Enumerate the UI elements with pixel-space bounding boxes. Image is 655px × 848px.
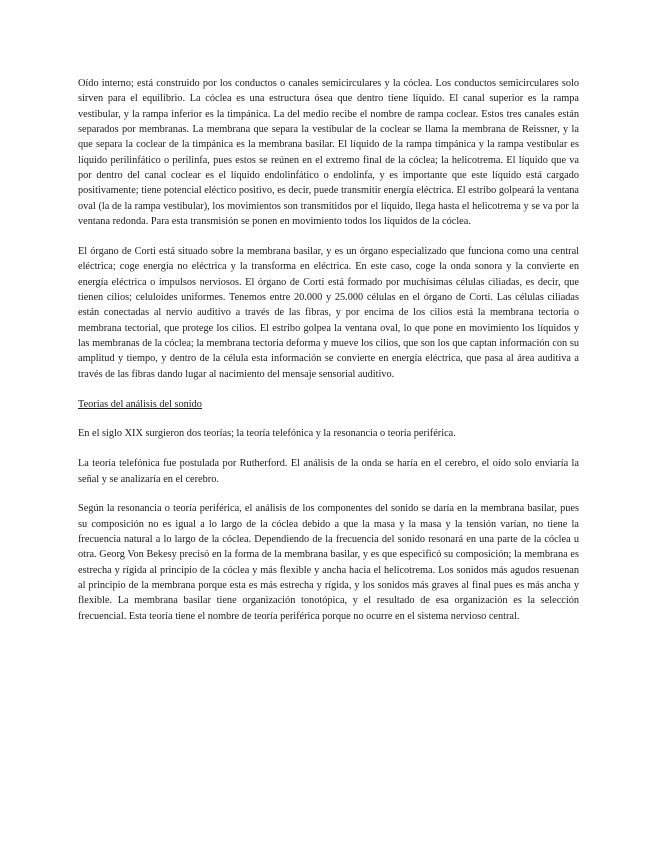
paragraph-teoria-periferica: Según la resonancia o teoría periférica, el análisis de los componentes del sonido se daría en la membrana basilar, pues su composición no es igual a lo largo de la cóclea debido a que la masa y la masa y la tensión varían, no tiene la frecuencia natural a lo largo de la cóclea. Dependiendo de la frecuencia del sonido resonará en una parte de la cóclea u otra. Georg Von Bekesy precisó en la forma de la membrana basilar, y es que especificó su composición; la membrana es estrecha y rígida al principio de la cóclea y más flexible y ancha hacia el helicotrema. Los sonidos más agudos resuenan al principio de la membrana porque esta es más estrecha y rígida, y los sonidos más graves al final pues es más ancha y flexible. La membrana basilar tiene organización tonotópica, y el resultado de esa organización es la selección frecuencial. Esta teoría tiene el nombre de teoría periférica porque no ocurre en el sistema nervioso central. [78, 503, 579, 622]
document-body [78, 76, 579, 639]
section-heading: Teorías del análisis del sonido [78, 398, 202, 410]
paragraph-teorias-intro: En el siglo XIX surgieron dos teorías; la teoría telefónica y la resonancia o teoría periférica. [78, 428, 456, 440]
paragraph-teoria-telefonica: La teoría telefónica fue postulada por Rutherford. El análisis de la onda se haría en el cerebro, el oído solo enviaría la señal y se analizaría en el cerebro. [78, 458, 579, 485]
paragraph-organo-de-corti: El órgano de Corti está situado sobre la membrana basilar, y es un órgano especializado que funciona como una central eléctrica; coge energía no eléctrica y la transforma en eléctrica. En este caso, coge la onda sonora y la convierte en energía eléctrica o impulsos nerviosos. El órgano de Corti está formado por muchísimas células ciliadas, es decir, que tienen cilios; celuloides uniformes. Tenemos entre 20.000 y 25.000 células en el órgano de Corti. Las células ciliadas están conectadas al nervio auditivo a través de las fibras, y por encima de los cilios está la membrana tectoria o membrana tectorial, que protege los cilios. El estribo golpea la ventana oval, lo que pone en movimiento los líquidos y las membranas de la cóclea; la membrana tectoria deforma y mueve los cilios, que son los que captan información con su amplitud y tiempo, y dentro de la célula esta información se convierte en energía eléctrica, que pasa al área auditiva a través de las fibras dando lugar al nacimiento del mensaje sensorial auditivo. [78, 245, 579, 380]
paragraph-oido-interno: Oído interno; está construido por los conductos o canales semicirculares y la cóclea. Los conductos semicirculares solo sirven para el equilibrio. La cóclea es una estructura ósea que dentro tiene líquido. El canal superior es la rampa vestibular, y la rampa inferior es la timpánica. La del medio recibe el nombre de rampa coclear. Estos tres canales están separados por membranas. La membrana que separa la vestíbular de la coclear se llama la membrana de Reissner, y la que separa la coclear de la timpánica es la membrana basilar. El líquido de la rampa timpánica y la rampa vestibular es líquido perilinfático o perilinfa, pues estos se reúnen en el extremo final de la cóclea; la helicotrema. El líquido que va por dentro del canal coclear es el líquido endolinfático o endolinfa, y es importante que este líquido está cargado positivamente; tiene potencial eléctico positivo, es decir, puede transmitir energía eléctrica. El estribo golpeará la ventana oval (la de la rampa vestibular), los movimientos son transmitidos por el líquido, llega hasta el helicotrema y se va por la ventana redonda. Para esta transmisión se ponen en movimiento todos los líquidos de la cóclea. [78, 78, 579, 228]
